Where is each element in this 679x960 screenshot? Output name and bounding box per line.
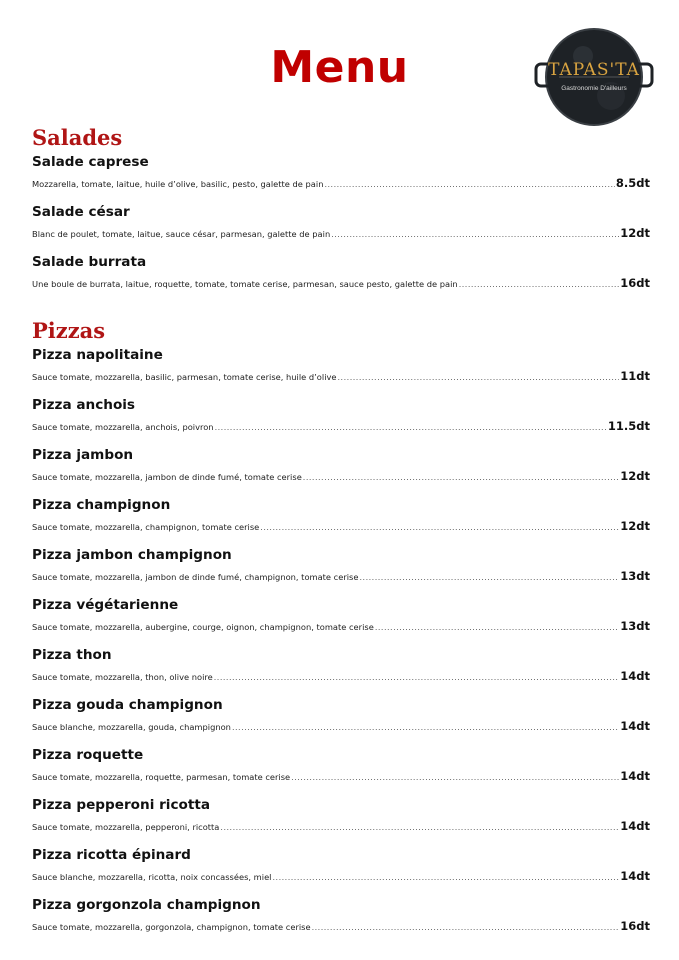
item-description: Une boule de burrata, laitue, roquette, tomate, tomate cerise, parmesan, sauce pesto, galette de pain xyxy=(32,279,458,289)
item-price: 12dt xyxy=(620,226,650,240)
dot-leader xyxy=(291,773,619,782)
item-details xyxy=(32,869,650,885)
menu-item xyxy=(32,445,650,495)
item-description: Sauce tomate, mozzarella, basilic, parmesan, tomate cerise, huile d’olive xyxy=(32,372,337,382)
dot-leader xyxy=(220,823,619,832)
item-description: Sauce tomate, mozzarella, gorgonzola, champignon, tomate cerise xyxy=(32,922,311,932)
section-title: Pizzas xyxy=(32,318,106,343)
item-price: 14dt xyxy=(620,869,650,883)
item-description: Sauce tomate, mozzarella, champignon, tomate cerise xyxy=(32,522,260,532)
menu-section-salades xyxy=(32,124,650,302)
menu-item xyxy=(32,695,650,745)
menu-item xyxy=(32,152,650,202)
item-details xyxy=(32,669,650,685)
menu-list xyxy=(32,124,650,945)
item-description: Sauce blanche, mozzarella, gouda, champignon xyxy=(32,722,231,732)
dot-leader xyxy=(375,623,619,632)
item-description: Sauce tomate, mozzarella, roquette, parmesan, tomate cerise xyxy=(32,772,291,782)
item-name: Salade burrata xyxy=(32,254,147,270)
item-price: 12dt xyxy=(620,469,650,483)
menu-item xyxy=(32,745,650,795)
item-description: Mozzarella, tomate, laitue, huile d’olive, basilic, pesto, galette de pain xyxy=(32,179,324,189)
logo-name: TAPAS'TA xyxy=(548,60,640,80)
dot-leader xyxy=(215,423,607,432)
menu-item xyxy=(32,595,650,645)
item-details xyxy=(32,176,650,192)
item-name: Salade césar xyxy=(32,204,130,220)
item-details xyxy=(32,919,650,935)
item-name: Pizza gouda champignon xyxy=(32,697,223,713)
dot-leader xyxy=(232,723,619,732)
dot-leader xyxy=(260,523,619,532)
item-price: 14dt xyxy=(620,719,650,733)
item-name: Pizza thon xyxy=(32,647,112,663)
dot-leader xyxy=(303,473,619,482)
item-description: Sauce tomate, mozzarella, pepperoni, ricotta xyxy=(32,822,220,832)
menu-item xyxy=(32,252,650,302)
item-description: Sauce tomate, mozzarella, aubergine, courge, oignon, champignon, tomate cerise xyxy=(32,622,374,632)
menu-section-pizzas xyxy=(32,317,650,945)
item-name: Pizza napolitaine xyxy=(32,347,163,363)
item-details xyxy=(32,276,650,292)
item-name: Pizza champignon xyxy=(32,497,171,513)
section-title: Salades xyxy=(32,125,123,150)
menu-item xyxy=(32,495,650,545)
item-details xyxy=(32,519,650,535)
item-details xyxy=(32,619,650,635)
item-price: 12dt xyxy=(620,519,650,533)
menu-item xyxy=(32,845,650,895)
item-price: 13dt xyxy=(620,619,650,633)
item-price: 14dt xyxy=(620,669,650,683)
dot-leader xyxy=(272,873,619,882)
item-description: Sauce tomate, mozzarella, anchois, poivron xyxy=(32,422,214,432)
item-description: Sauce blanche, mozzarella, ricotta, noix concassées, miel xyxy=(32,872,272,882)
menu-item xyxy=(32,645,650,695)
dot-leader xyxy=(459,280,620,289)
logo-tagline: Gastronomie D'ailleurs xyxy=(561,85,627,92)
item-price: 14dt xyxy=(620,769,650,783)
item-price: 13dt xyxy=(620,569,650,583)
item-name: Pizza pepperoni ricotta xyxy=(32,797,211,813)
item-price: 11.5dt xyxy=(607,419,650,433)
item-price: 8.5dt xyxy=(615,176,650,190)
menu-item xyxy=(32,795,650,845)
page-title: Menu xyxy=(270,42,409,93)
dot-leader xyxy=(360,573,620,582)
item-description: Sauce tomate, mozzarella, jambon de dinde fumé, champignon, tomate cerise xyxy=(32,572,359,582)
item-name: Pizza jambon xyxy=(32,447,134,463)
item-name: Pizza ricotta épinard xyxy=(32,847,191,863)
restaurant-logo xyxy=(533,26,655,128)
item-price: 11dt xyxy=(620,369,650,383)
menu-item xyxy=(32,395,650,445)
item-name: Salade caprese xyxy=(32,154,149,170)
item-name: Pizza végétarienne xyxy=(32,597,179,613)
item-description: Sauce tomate, mozzarella, thon, olive noire xyxy=(32,672,213,682)
menu-item xyxy=(32,345,650,395)
item-price: 16dt xyxy=(620,919,650,933)
dot-leader xyxy=(331,230,619,239)
dot-leader xyxy=(338,373,620,382)
item-name: Pizza anchois xyxy=(32,397,136,413)
item-name: Pizza gorgonzola champignon xyxy=(32,897,261,913)
dot-leader xyxy=(214,673,620,682)
item-details xyxy=(32,469,650,485)
item-details xyxy=(32,226,650,242)
item-name: Pizza roquette xyxy=(32,747,144,763)
item-details xyxy=(32,719,650,735)
menu-item xyxy=(32,895,650,945)
menu-item xyxy=(32,545,650,595)
item-details xyxy=(32,569,650,585)
dot-leader xyxy=(312,923,620,932)
item-name: Pizza jambon champignon xyxy=(32,547,232,563)
item-details xyxy=(32,369,650,385)
item-price: 16dt xyxy=(620,276,650,290)
item-details xyxy=(32,819,650,835)
item-description: Sauce tomate, mozzarella, jambon de dinde fumé, tomate cerise xyxy=(32,472,302,482)
dot-leader xyxy=(324,180,614,189)
item-description: Blanc de poulet, tomate, laitue, sauce césar, parmesan, galette de pain xyxy=(32,229,331,239)
menu-item xyxy=(32,202,650,252)
item-price: 14dt xyxy=(620,819,650,833)
item-details xyxy=(32,419,650,435)
item-details xyxy=(32,769,650,785)
